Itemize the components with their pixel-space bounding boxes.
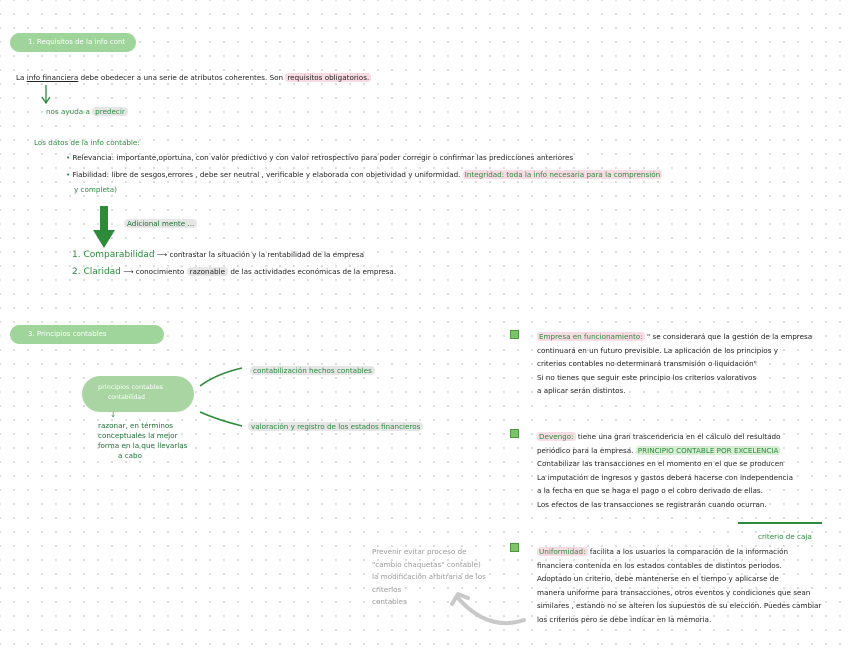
bubble-sub-marker: ↓ xyxy=(110,410,117,419)
principle-3-line: Adoptado un criterio, debe mantenerse en el tiempo y aplicarse de xyxy=(537,574,779,583)
arrow-note-text: nos ayuda a xyxy=(46,107,90,116)
criterio-caja: criterio de caja xyxy=(758,532,812,541)
side-note-line: Prevenir evitar proceso de xyxy=(372,547,467,556)
principle-3-line: financiera contenida en los estados contables de distintos periodos. xyxy=(537,560,782,570)
principle-3-line: los criterios pero se debe indicar en la memoria. xyxy=(537,614,712,624)
arrow-right-icon: ⟶ xyxy=(156,250,170,259)
item-comparabilidad xyxy=(72,250,364,260)
bubble-line-1: principios contables xyxy=(98,383,163,391)
intro-line xyxy=(16,73,371,83)
principle-2-line: a la fecha en que se haga el pago o el cobro derivado de ellas. xyxy=(537,486,763,495)
section-1-title: 1. Requisitos de la info cont xyxy=(28,38,126,46)
arrow-right-icon: ⟶ xyxy=(123,267,136,276)
arrow-down-icon xyxy=(40,84,52,106)
mindmap-connectors xyxy=(196,362,256,434)
bubble-line-3: razonar, en términos xyxy=(98,421,174,430)
principle-2-line: Contabilizar las transacciones en el momento en el que se producen xyxy=(537,459,784,468)
section-3-title: 3. Principios contables xyxy=(28,330,107,338)
bubble-line-5: forma en la que llevarlas xyxy=(98,441,188,450)
bullet-fiabilidad-cont: y completa) xyxy=(74,185,117,194)
branch-2-text: valoración y registro de los estados financieros xyxy=(248,422,423,431)
arrow-note-predecir: predecir xyxy=(92,107,128,116)
bullet-relevancia: • Relevancia: importante,oportuna, con valor predictivo y con valor retrospectivo para poder corregir o confirmar las predicciones anteriores xyxy=(66,153,574,162)
bullet-relevancia-text: importante,oportuna, con valor predictivo y con valor retrospectivo para poder corregir o confirmar las predicciones anteriores xyxy=(116,153,574,162)
datos-heading: Los datos de la info contable: xyxy=(34,138,140,147)
principle-2-line: periódico para la empresa. xyxy=(537,445,634,455)
intro-word: La xyxy=(16,73,25,82)
principle-1-line: criterios contables no determinará transmisión o liquidación" xyxy=(537,359,757,368)
item-comparabilidad-text: contrastar la situación y la rentabilidad de la empresa xyxy=(169,250,365,259)
principle-1-title: Empresa en funcionamiento: xyxy=(539,332,643,341)
bullet-integridad: Integridad: toda la info necesaria para la comprensión xyxy=(464,170,661,179)
principle-2-title: Devengo: xyxy=(539,432,574,441)
side-note-line: la modificación arbitraria de los xyxy=(372,572,486,581)
bubble-line-6: a cabo xyxy=(118,451,143,460)
principle-2-line: Los efectos de las transacciones se registrarán cuando ocurran. xyxy=(537,499,767,509)
principle-3-line: manera uniforme para transacciones, otros eventos y condiciones que sean xyxy=(537,587,811,597)
side-note-line: contables xyxy=(372,597,407,606)
principle-3-title: Uniformidad: xyxy=(539,547,586,556)
principle-3-line: facilita a los usuarios la comparación de la información xyxy=(589,547,789,556)
bullet-fiabilidad: • Fiabilidad: libre de sesgos,errores , debe ser neutral , verificable y elaborada con objetividad y uniformidad. Integridad: toda la info necesaria para la comprensión xyxy=(66,170,661,179)
section-1-header xyxy=(10,33,136,52)
curved-arrow-icon xyxy=(448,588,528,632)
principle-1-checkbox xyxy=(510,330,519,339)
principle-2-principio: PRINCIPIO CONTABLE POR EXCELENCIA xyxy=(637,445,779,455)
principle-2-line: tiene una gran trascendencia en el cálculo del resultado xyxy=(577,432,781,441)
branch-1-text: contabilización hechos contables xyxy=(250,366,375,375)
bullet-fiabilidad-text: libre de sesgos,errores , debe ser neutral , verificable y elaborada con objetividad y uniformidad. xyxy=(111,170,461,179)
principle-1-line: continuará en un futuro previsible. La aplicación de los principios y xyxy=(537,345,778,355)
bullet-fiabilidad-label: Fiabilidad: xyxy=(72,170,110,179)
intro-requisitos: requisitos obligatorios. xyxy=(287,73,370,82)
adicional-text: Adicional mente ... xyxy=(124,219,197,228)
principle-3-checkbox xyxy=(510,543,519,552)
adicional-label xyxy=(124,219,197,229)
item-claridad-text-b: de las actividades económicas de la empresa. xyxy=(230,267,397,276)
side-note-line: "cambio chaquetas" contable) xyxy=(372,559,481,569)
principle-2-line: La imputación de ingresos y gastos deberá hacerse con independencia xyxy=(537,472,793,482)
principle-1-line: Si no tienes que seguir este principio los criterios valorativos xyxy=(537,372,757,382)
branch-valoracion xyxy=(248,422,423,432)
item-claridad-text-a: conocimiento xyxy=(135,267,185,276)
principle-3-line: similares , estando no se alteren los supuestos de su elección. Puedes cambiar xyxy=(537,601,822,610)
principle-2 xyxy=(537,430,793,511)
principle-1-line: " se considerará que la gestión de la empresa xyxy=(646,332,813,341)
underline-stroke xyxy=(738,522,822,524)
big-arrow-down-icon xyxy=(92,206,116,250)
item-claridad-highlight: razonable xyxy=(187,267,228,276)
principle-2-checkbox xyxy=(510,429,519,438)
bubble-line-4: conceptuales la mejor xyxy=(98,431,178,440)
side-note-line: criterios xyxy=(372,584,402,594)
intro-info-financiera: info financiera xyxy=(26,73,79,82)
item-comparabilidad-label: 1. Comparabilidad xyxy=(72,250,155,260)
principle-1 xyxy=(537,330,812,398)
item-claridad-label: 2. Claridad xyxy=(72,267,121,277)
intro-text: debe obedecer a una serie de atributos coherentes. Son xyxy=(80,73,284,82)
section-3-header xyxy=(10,325,164,344)
bullet-relevancia-label: Relevancia: xyxy=(72,153,115,162)
principle-1-line: a aplicar serán distintos. xyxy=(537,386,626,395)
arrow-note xyxy=(46,107,128,117)
principle-3 xyxy=(537,545,821,626)
bubble-line-2: contabilidad xyxy=(108,394,145,401)
item-claridad xyxy=(72,267,396,277)
branch-contabilizacion xyxy=(250,366,375,376)
